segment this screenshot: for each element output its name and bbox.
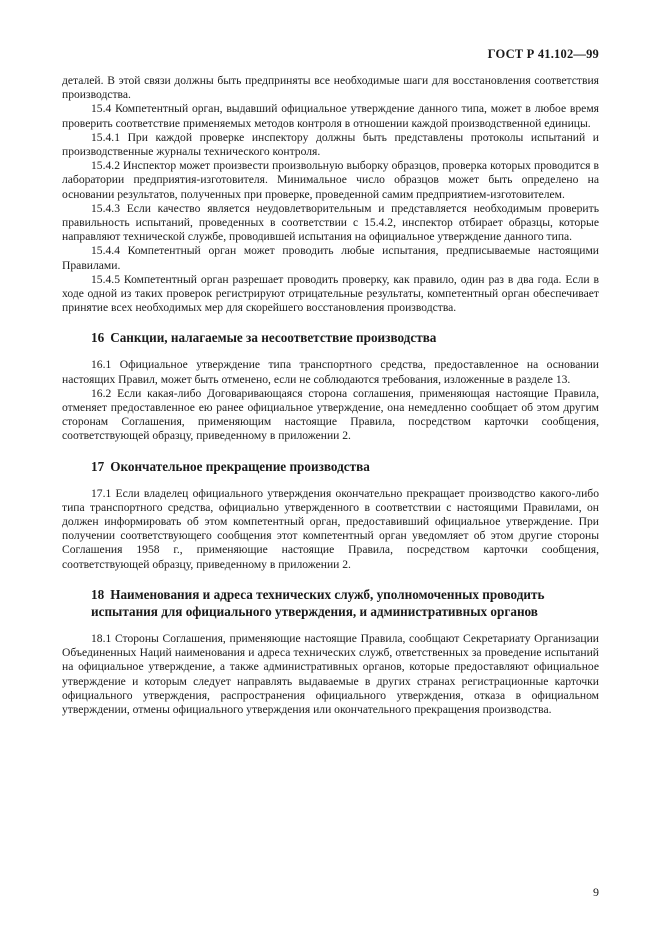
paragraph-16-1: 16.1 Официальное утверждение типа транспортного средства, предоставленное на основании настоящих Правил, может быть отменено, если не соблюдаются требования, изложенные в разделе 13. [62,358,599,386]
section-18 [62,586,599,717]
section-16-title: Санкции, налагаемые за несоответствие производства [110,330,437,346]
section-18-number: 18 [91,586,105,602]
section-18-title-line1: Наименования и адреса технических служб, уполномоченных проводить [110,586,545,602]
paragraph-continuation: деталей. В этой связи должны быть предприняты все необходимые шаги для восстановления соответствия производства. [62,74,599,102]
paragraph-16-2: 16.2 Если какая-либо Договаривающаяся сторона соглашения, применяющая настоящие Правила, отменяет предоставленное ею ранее официальное утверждение, она немедленно сообщает об этом другим сторонам Соглашения, применяющим настоящие Правила, посредством карточки сообщения, соответствующей образцу, приведенному в приложении 2. [62,386,599,443]
paragraph-18-1: 18.1 Стороны Соглашения, применяющие настоящие Правила, сообщают Секретариату Организации Объединенных Наций наименования и адреса технических служб, ответственных за проведение испытаний на официальное утверждение, а также административных органов, которые предоставляют официальное утверждение и которым следует направлять выдаваемые в других странах регистрационные карточки официального утверждения, распространения официального утверждения, отказа в официальном утверждении, отмены официального утверждения или окончательного прекращения производства. [62,631,599,716]
document-code-header: ГОСТ Р 41.102—99 [487,47,599,61]
section-18-heading [62,586,599,620]
paragraph-17-1: 17.1 Если владелец официального утверждения окончательно прекращает производство какого-либо типа транспортного средства, официально утвержденного в соответствии с настоящими Правилами, он должен информировать об этом компетентный орган, предоставивший официальное утверждение. При получении соответствующего сообщения этот компетентный орган уведомляет об этом другие стороны Соглашения 1958 г., применяющие настоящие Правила, посредством карточки сообщения, соответствующей образцу, приведенному в приложении 2. [62,486,599,571]
section-16 [62,329,599,443]
paragraph-15-4: 15.4 Компетентный орган, выдавший официальное утверждение данного типа, может в любое время проверить соответствие применяемых методов контроля в отношении каждой производственной единицы. [62,102,599,130]
section-16-number: 16 [91,330,105,346]
section-17 [62,458,599,572]
paragraph-15-4-3: 15.4.3 Если качество является неудовлетворительным и представляется необходимым проверить правильность испытаний, проведенных в соответствии с 15.4.2, инспектор отбирает образцы, которые направляют технической службе, проводившей испытания на официальное утверждение данного типа. [62,201,599,244]
page-number: 9 [593,885,599,899]
section-17-title: Окончательное прекращение производства [110,458,370,474]
section-17-heading [62,458,599,475]
paragraph-15-4-2: 15.4.2 Инспектор может произвести произвольную выборку образцов, проверка которых проводится в лаборатории предприятия-изготовителя. Минимальное число образцов может быть определено на основании результатов, полученных при проверке, проведенной самим предприятием-изготовителем. [62,159,599,201]
section-17-number: 17 [91,458,105,474]
paragraph-15-4-4: 15.4.4 Компетентный орган может проводить любые испытания, предписываемые настоящими Правилами. [62,244,599,272]
paragraph-15-4-1: 15.4.1 При каждой проверке инспектору должны быть представлены протоколы испытаний и производственные журналы технического контроля. [62,130,599,159]
document-body [62,74,599,717]
section-16-heading [62,329,599,346]
paragraph-15-4-5: 15.4.5 Компетентный орган разрешает проводить проверку, как правило, один раз в два года. Если в ходе одной из таких проверок регистрируют отрицательные результаты, компетентный орган обеспечивает принятие всех необходимых мер для скорейшего восстановления производства. [62,272,599,315]
section-18-title-line2: испытания для официального утверждения, и административных органов [91,603,538,619]
